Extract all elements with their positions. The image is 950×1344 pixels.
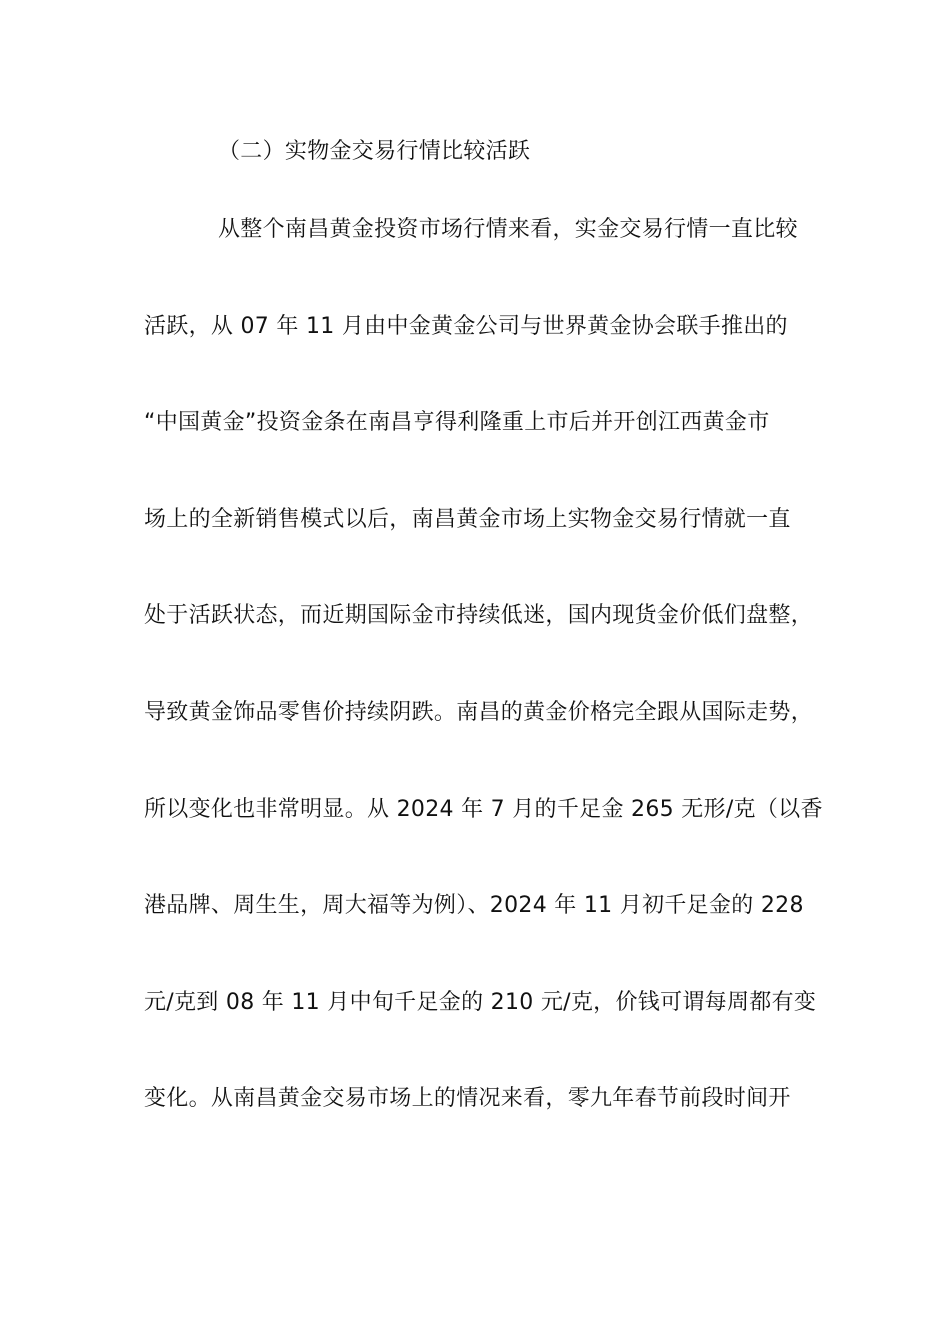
- paragraph-line: 活跃，从 07 年 11 月由中金黄金公司与世界黄金协会联手推出的: [144, 313, 788, 339]
- paragraph-line: 处于活跃状态，而近期国际金市持续低迷，国内现货金价低们盘整，: [144, 603, 814, 629]
- paragraph-line: 所以变化也非常明显。从 2024 年 7 月的千足金 265 无形/克（以香: [144, 796, 823, 822]
- body-paragraph: [144, 214, 823, 1180]
- paragraph-line: 港品牌、周生生，周大福等为例）、2024 年 11 月初千足金的 228: [144, 893, 804, 919]
- paragraph-line: 从整个南昌黄金投资市场行情来看，实金交易行情一直比较: [218, 217, 798, 242]
- paragraph-line: 导致黄金饰品零售价持续阴跌。南昌的黄金价格完全跟从国际走势，: [144, 699, 814, 725]
- paragraph-line: 元/克到 08 年 11 月中旬千足金的 210 元/克，价钱可谓每周都有变: [144, 989, 817, 1015]
- paragraph-line: 场上的全新销售模式以后，南昌黄金市场上实物金交易行情就一直: [144, 506, 791, 532]
- paragraph-line: “中国黄金”投资金条在南昌亨得利隆重上市后并开创江西黄金市: [144, 410, 770, 436]
- section-heading: （二）实物金交易行情比较活跃: [218, 139, 531, 164]
- paragraph-line: 变化。从南昌黄金交易市场上的情况来看，零九年春节前段时间开: [144, 1086, 791, 1112]
